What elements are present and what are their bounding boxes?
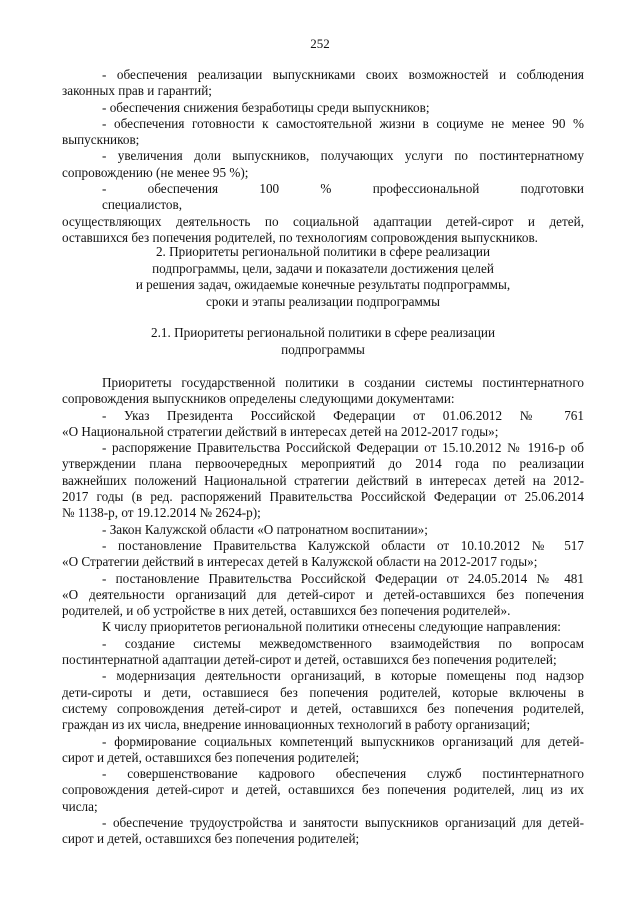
priorities-body	[62, 375, 584, 848]
text-line: постинтернатной адаптации детей-сирот и детей, оставшихся без попечения родителей;	[62, 652, 557, 668]
text-line: - постановление Правительства Калужской области от 10.10.2012 № 517	[102, 537, 584, 553]
text-line: дети-сироты и дети, оставшиеся без попечения родителей, которые включены в	[62, 684, 584, 700]
text-line: законных прав и гарантий;	[62, 83, 212, 99]
text-line: - модернизация деятельности организаций, в которые помещены под надзор	[102, 668, 584, 684]
text-line: - Указ Президента Российской Федерации от 01.06.2012 № 761	[102, 407, 584, 423]
text-line: Приоритеты государственной политики в создании системы постинтернатного	[102, 375, 584, 390]
text-line: сопровождению (не менее 95 %);	[62, 164, 249, 180]
text-line: - обеспечения снижения безработицы среди выпускников;	[102, 99, 430, 115]
text-line: № 1138-р, от 19.12.2014 № 2624-р);	[62, 505, 261, 521]
text-line: - постановление Правительства Российской Федерации от 24.05.2014 № 481	[102, 570, 584, 586]
text-line: - совершенствование кадрового обеспечения служб постинтернатного	[102, 766, 584, 782]
text-line: - формирование социальных компетенций выпускников организаций для детей-	[102, 733, 584, 749]
heading-line: 2. Приоритеты региональной политики в сфере реализации	[155, 244, 491, 259]
section-heading	[62, 244, 584, 310]
text-line: - распоряжение Правительства Российской Федерации от 15.10.2012 № 1916-р об	[102, 440, 584, 456]
text-line: систему сопровождения детей-сирот и детей, оставшихся без попечения родителей,	[62, 700, 584, 716]
text-line: сирот и детей, оставшихся без попечения родителей;	[62, 831, 360, 847]
text-line: оставшихся без попечения родителей, по технологиям сопровождения выпускников.	[62, 229, 538, 245]
intro-goals-list	[62, 67, 584, 246]
text-line: - создание системы межведомственного взаимодействия по вопросам	[102, 635, 584, 651]
text-line: - обеспечения реализации выпускниками своих возможностей и соблюдения	[102, 67, 584, 82]
text-line: осуществляющих деятельность по социальной адаптации детей-сирот и детей,	[62, 213, 584, 229]
text-line: выпускников;	[62, 132, 140, 148]
text-line: сопровождения детей-сирот и детей, оставшихся без попечения родителей, лиц из их	[62, 782, 584, 798]
text-line: - обеспечение трудоустройства и занятости выпускников организаций для детей-	[102, 815, 584, 831]
text-line: - обеспечения 100 % профессиональной подготовки специалистов,	[102, 181, 584, 213]
heading-line: сроки и этапы реализации подпрограммы	[205, 293, 440, 309]
text-line: важнейших положений Национальной стратегии действий в интересах детей на 2012-	[62, 472, 584, 488]
subsection-heading	[62, 325, 584, 358]
text-line: - обеспечения готовности к самостоятельной жизни в социуме не менее 90 %	[102, 115, 584, 131]
text-line: утверждении плана первоочередных мероприятий до 2014 года по реализации	[62, 456, 584, 472]
text-line: - Закон Калужской области «О патронатном воспитании»;	[102, 521, 428, 537]
text-line: сопровождения выпускников определены следующими документами:	[62, 391, 455, 407]
text-line: «О Национальной стратегии действий в интересах детей на 2012-2017 годы»;	[62, 423, 499, 439]
text-line: «О деятельности организаций для детей-сирот и детей-оставшихся без попечения	[62, 586, 584, 602]
text-line: К числу приоритетов региональной политики отнесены следующие направления:	[102, 619, 561, 635]
heading-line: подпрограммы	[281, 341, 365, 357]
text-line: 2017 годы (в ред. распоряжений Правительства Российской Федерации от 25.06.2014	[62, 489, 584, 505]
text-line: родителей, и об устройстве в них детей, оставшихся без попечения родителей».	[62, 603, 511, 619]
text-line: числа;	[62, 798, 98, 814]
text-line: сирот и детей, оставшихся без попечения родителей;	[62, 749, 360, 765]
heading-line: 2.1. Приоритеты региональной политики в сфере реализации	[151, 325, 495, 340]
heading-line: подпрограммы, цели, задачи и показатели достижения целей	[152, 260, 494, 276]
page-number: 252	[310, 36, 330, 51]
heading-line: и решения задач, ожидаемые конечные результаты подпрограммы,	[135, 277, 511, 292]
text-line: граждан из их числа, внедрение инновационных технологий в работу организаций;	[62, 717, 531, 733]
text-line: - увеличения доли выпускников, получающих услуги по постинтернатному	[102, 148, 584, 164]
text-line: «О Стратегии действий в интересах детей в Калужской области на 2012-2017 годы»;	[62, 554, 538, 570]
